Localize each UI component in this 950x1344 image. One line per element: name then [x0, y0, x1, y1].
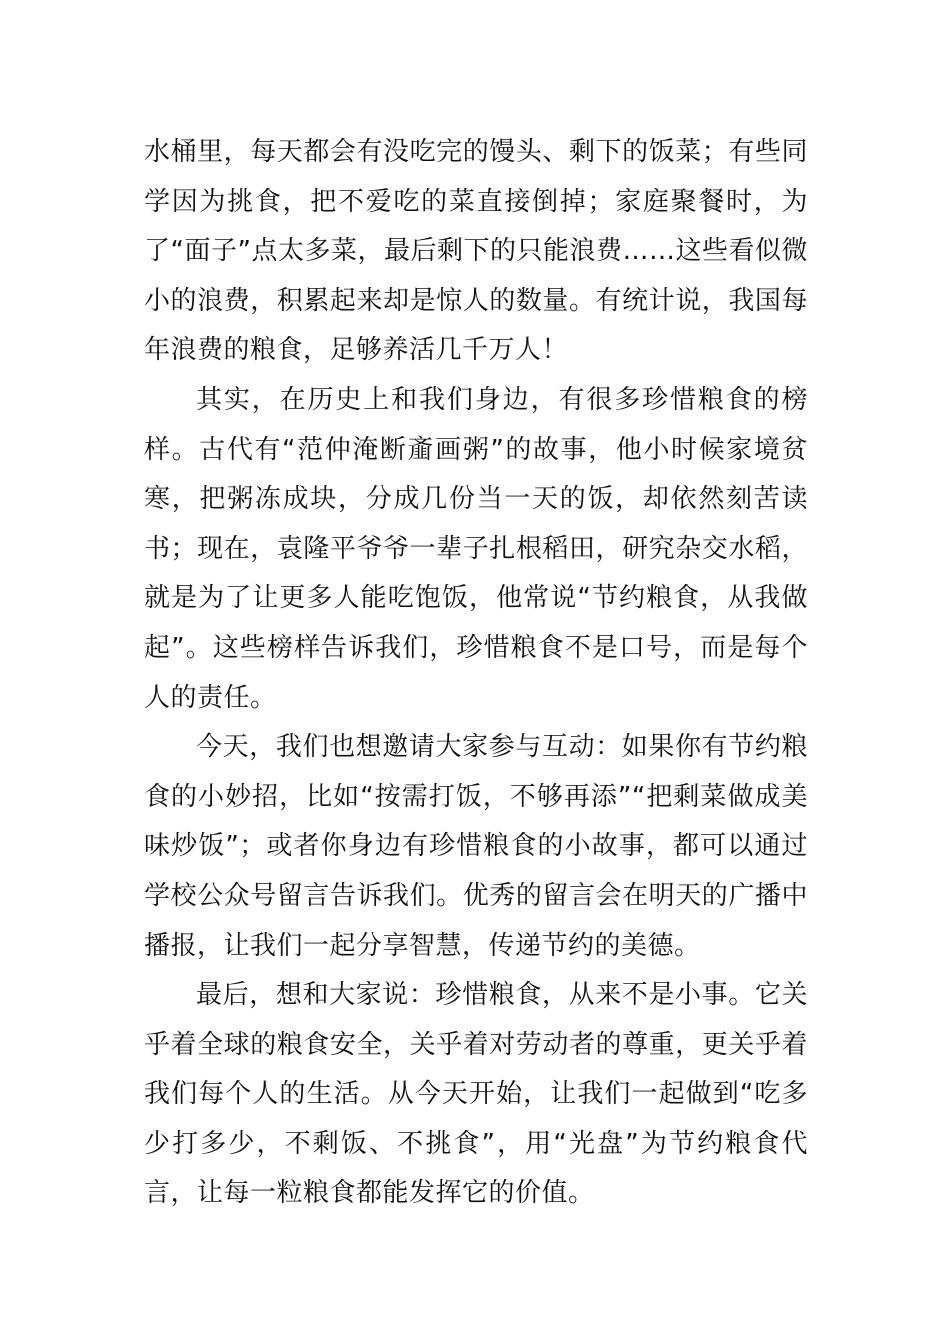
paragraph-conclusion: 最后，想和大家说：珍惜粮食，从来不是小事。它关乎着全球的粮食安全，关乎着对劳动者的尊重，更关乎着我们每个人的生活。从今天开始，让我们一起做到“吃多少打多少，不剩饭、不挑食”，用“光盘”为节约粮食代言，让每一粒粮食都能发挥它的价值。	[144, 980, 808, 1209]
paragraph-role-models: 其实，在历史上和我们身边，有很多珍惜粮食的榜样。古代有“范仲淹断齑画粥”的故事，他小时候家境贫寒，把粥冻成块，分成几份当一天的饭，却依然刻苦读书；现在，袁隆平爷爷一辈子扎根稻田，研究杂交水稻，就是为了让更多人能吃饱饭，他常说“节约粮食，从我做起”。这些榜样告诉我们，珍惜粮食不是口号，而是每个人的责任。	[144, 384, 808, 713]
paragraph-continuation: 水桶里，每天都会有没吃完的馒头、剩下的饭菜；有些同学因为挑食，把不爱吃的菜直接倒掉；家庭聚餐时，为了“面子”点太多菜，最后剩下的只能浪费……这些看似微小的浪费，积累起来却是惊人的数量。有统计说，我国每年浪费的粮食，足够养活几千万人！	[144, 137, 808, 366]
paragraph-interaction-invite: 今天，我们也想邀请大家参与互动：如果你有节约粮食的小妙招，比如“按需打饭，不够再添”“把剩菜做成美味炒饭”；或者你身边有珍惜粮食的小故事，都可以通过学校公众号留言告诉我们。优秀的留言会在明天的广播中播报，让我们一起分享智慧，传递节约的美德。	[144, 732, 808, 961]
document-body	[144, 128, 808, 1219]
